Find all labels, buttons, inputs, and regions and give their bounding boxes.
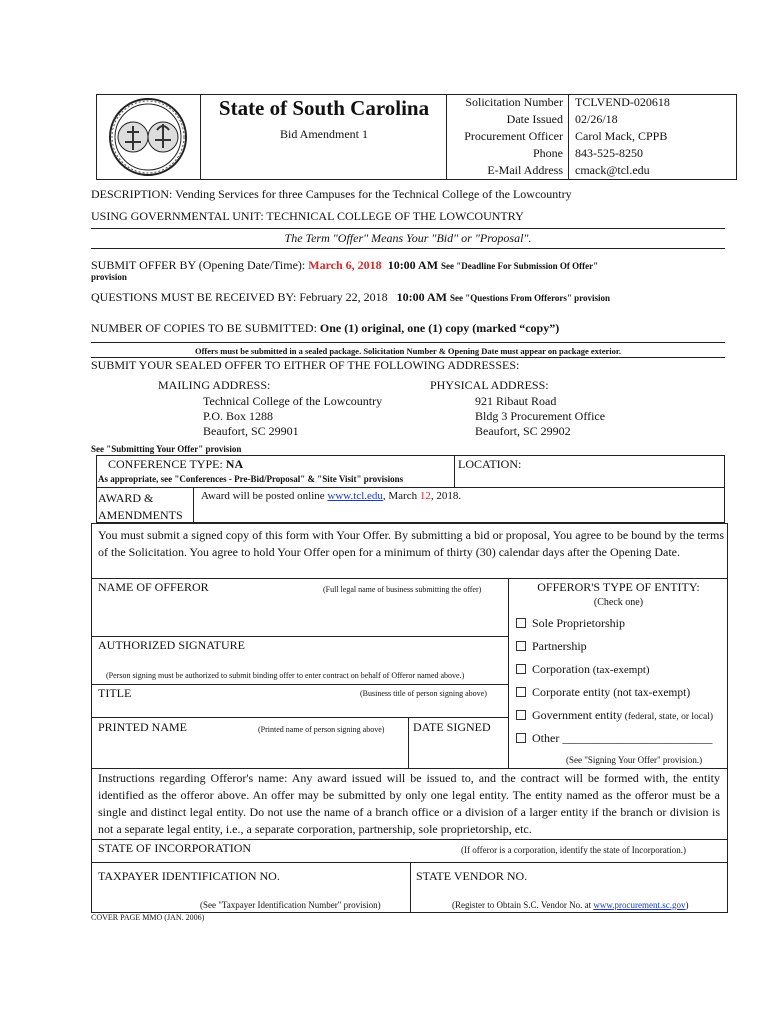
sign-notice: You must submit a signed copy of this form with Your Offer. By submitting a bid or proposal, You agree to be bound by the terms of the Solicitation. You agree to hold Your Offer open for a minimum of thirty (30) calendar days after the Opening Date. [98, 528, 724, 559]
physical-address-line: Bldg 3 Procurement Office [475, 409, 606, 423]
submit-offer-label: SUBMIT OFFER BY (Opening Date/Time): [91, 258, 309, 272]
taxpayer-id-label: TAXPAYER IDENTIFICATION NO. [98, 869, 280, 883]
physical-address-line: Beaufort, SC 29902 [475, 424, 571, 438]
mailing-address-line: Technical College of the Lowcountry [203, 394, 383, 408]
footer-cover-page: COVER PAGE MMO (JAN. 2006) [91, 913, 205, 922]
state-vendor-label: STATE VENDOR NO. [416, 869, 528, 883]
entity-option-sole-proprietorship[interactable]: Sole Proprietorship [516, 616, 625, 631]
mailing-address-line: Beaufort, SC 29901 [203, 424, 299, 438]
submit-offer-line [91, 258, 731, 273]
authorized-signature-field[interactable] [98, 654, 502, 669]
deadline-note: See "Deadline For Submission Of Offer" [441, 261, 599, 271]
questions-label: QUESTIONS MUST BE RECEIVED BY: February 22, 2018 [91, 290, 388, 304]
physical-address-line: 921 Ribaut Road [475, 394, 557, 408]
state-vendor-field[interactable] [416, 884, 722, 898]
conference-note: As appropriate, see "Conferences - Pre-Bid/Proposal" & "Site Visit" provisions [98, 474, 404, 484]
entity-title: OFFEROR'S TYPE OF ENTITY: [537, 580, 700, 594]
procurement-officer-label: Procurement Officer [464, 129, 563, 143]
entity-option-partnership[interactable]: Partnership [516, 639, 587, 654]
state-incorporation-hint: (If offeror is a corporation, identify the state of Incorporation.) [461, 845, 686, 855]
procurement-website-link[interactable]: www.procurement.sc.gov [593, 900, 686, 910]
opening-time: 10:00 AM [387, 258, 439, 272]
state-seal [103, 96, 193, 178]
printed-name-field[interactable] [98, 740, 402, 764]
printed-name-label: PRINTED NAME [98, 720, 187, 734]
entity-option-government-entity[interactable]: Government entity (federal, state, or local) [516, 708, 713, 723]
date-issued-value: 02/26/18 [575, 112, 618, 126]
copies-line [91, 321, 731, 336]
title-hint: (Business title of person signing above) [360, 689, 487, 698]
submitting-offer-note: See "Submitting Your Offer" provision [91, 444, 242, 454]
copies-label: NUMBER OF COPIES TO BE SUBMITTED: [91, 321, 320, 335]
amendments-label: AMENDMENTS [98, 508, 183, 522]
title-label: TITLE [98, 686, 132, 700]
questions-line [91, 290, 731, 305]
conference-type [108, 457, 243, 472]
conference-type-label: CONFERENCE TYPE: [108, 457, 226, 471]
date-issued-label: Date Issued [506, 112, 563, 126]
solicitation-number-value: TCLVEND-020618 [575, 95, 670, 109]
taxpayer-id-hint: (See "Taxpayer Identification Number" provision) [200, 900, 381, 910]
checkbox[interactable] [516, 710, 526, 720]
checkbox[interactable] [516, 664, 526, 674]
title-field[interactable] [98, 700, 502, 714]
physical-address-title: PHYSICAL ADDRESS: [430, 378, 549, 392]
phone-value: 843-525-8250 [575, 146, 643, 160]
sealed-package-note: Offers must be submitted in a sealed package. Solicitation Number & Opening Date must appear on package exterior. [194, 346, 622, 356]
date-signed-label: DATE SIGNED [413, 720, 491, 734]
entity-option-corporate-entity[interactable]: Corporate entity (not tax-exempt) [516, 685, 690, 700]
date-signed-field[interactable] [413, 740, 503, 764]
instructions-text: Instructions regarding Offeror's name: Any award issued will be issued to, and the contract will be formed with, the entity identified as the offeror above. An offer may be submitted by only one legal entity. The entity named as the offeror must be a single and distinct legal entity. Do not use the name of a branch office or a division of a larger entity if the branch or division is not a separate legal entity, i.e., a separate corporation, partnership, sole proprietorship, etc. [98, 771, 720, 836]
opening-date: March 6, 2018 [308, 258, 382, 272]
description-line: DESCRIPTION: Vending Services for three Campuses for the Technical College of the Lowcountry [91, 187, 572, 201]
offeror-name-field[interactable] [98, 597, 502, 633]
location-label: LOCATION: [458, 457, 522, 471]
entity-option-other[interactable]: Other _________________________ [516, 731, 712, 746]
checkbox[interactable] [516, 733, 526, 743]
using-unit-line: USING GOVERNMENTAL UNIT: TECHNICAL COLLEGE OF THE LOWCOUNTRY [91, 209, 524, 223]
deadline-note-cont: provision [91, 272, 127, 282]
questions-time: 10:00 AM [396, 290, 447, 304]
procurement-officer-value: Carol Mack, CPPB [575, 129, 668, 143]
email-value: cmack@tcl.edu [575, 163, 650, 177]
submit-sealed-heading: SUBMIT YOUR SEALED OFFER TO EITHER OF THE FOLLOWING ADDRESSES: [91, 358, 520, 372]
phone-label: Phone [533, 146, 563, 160]
award-label: AWARD & [98, 491, 154, 505]
state-incorporation-label: STATE OF INCORPORATION [98, 841, 252, 855]
checkbox[interactable] [516, 618, 526, 628]
offeror-name-label: NAME OF OFFEROR [98, 580, 209, 594]
entity-option-corporation[interactable]: Corporation (tax-exempt) [516, 662, 650, 677]
printed-name-hint: (Printed name of person signing above) [258, 725, 385, 734]
mailing-address-line: P.O. Box 1288 [203, 409, 274, 423]
email-label: E-Mail Address [487, 163, 563, 177]
entity-hint: (Check one) [593, 597, 644, 608]
taxpayer-id-field[interactable] [98, 884, 404, 898]
authorized-signature-label: AUTHORIZED SIGNATURE [98, 638, 245, 652]
copies-value: One (1) original, one (1) copy (marked “copy”) [319, 321, 560, 335]
mailing-address-title: MAILING ADDRESS: [158, 378, 271, 392]
checkbox[interactable] [516, 687, 526, 697]
conference-type-value: NA [225, 457, 244, 471]
bid-amendment-label: Bid Amendment 1 [280, 127, 368, 141]
state-vendor-hint: (Register to Obtain S.C. Vendor No. at www.procurement.sc.gov) [452, 900, 689, 910]
solicitation-number-label: Solicitation Number [465, 95, 563, 109]
signing-offer-note: (See "Signing Your Offer" provision.) [566, 755, 703, 765]
award-day: 12 [419, 490, 431, 502]
term-note: The Term "Offer" Means Your "Bid" or "Proposal". [284, 231, 532, 245]
award-text: Award will be posted online www.tcl.edu, March 12, 2018. [201, 490, 462, 502]
offeror-name-hint: (Full legal name of business submitting the offer) [323, 585, 482, 594]
authorized-signature-hint: (Person signing must be authorized to submit binding offer to enter contract on behalf of Offeror named above.) [106, 671, 465, 680]
questions-note: See "Questions From Offerors" provision [450, 293, 610, 303]
checkbox[interactable] [516, 641, 526, 651]
tcl-website-link[interactable]: www.tcl.edu [327, 490, 383, 502]
state-title: State of South Carolina [218, 96, 430, 120]
